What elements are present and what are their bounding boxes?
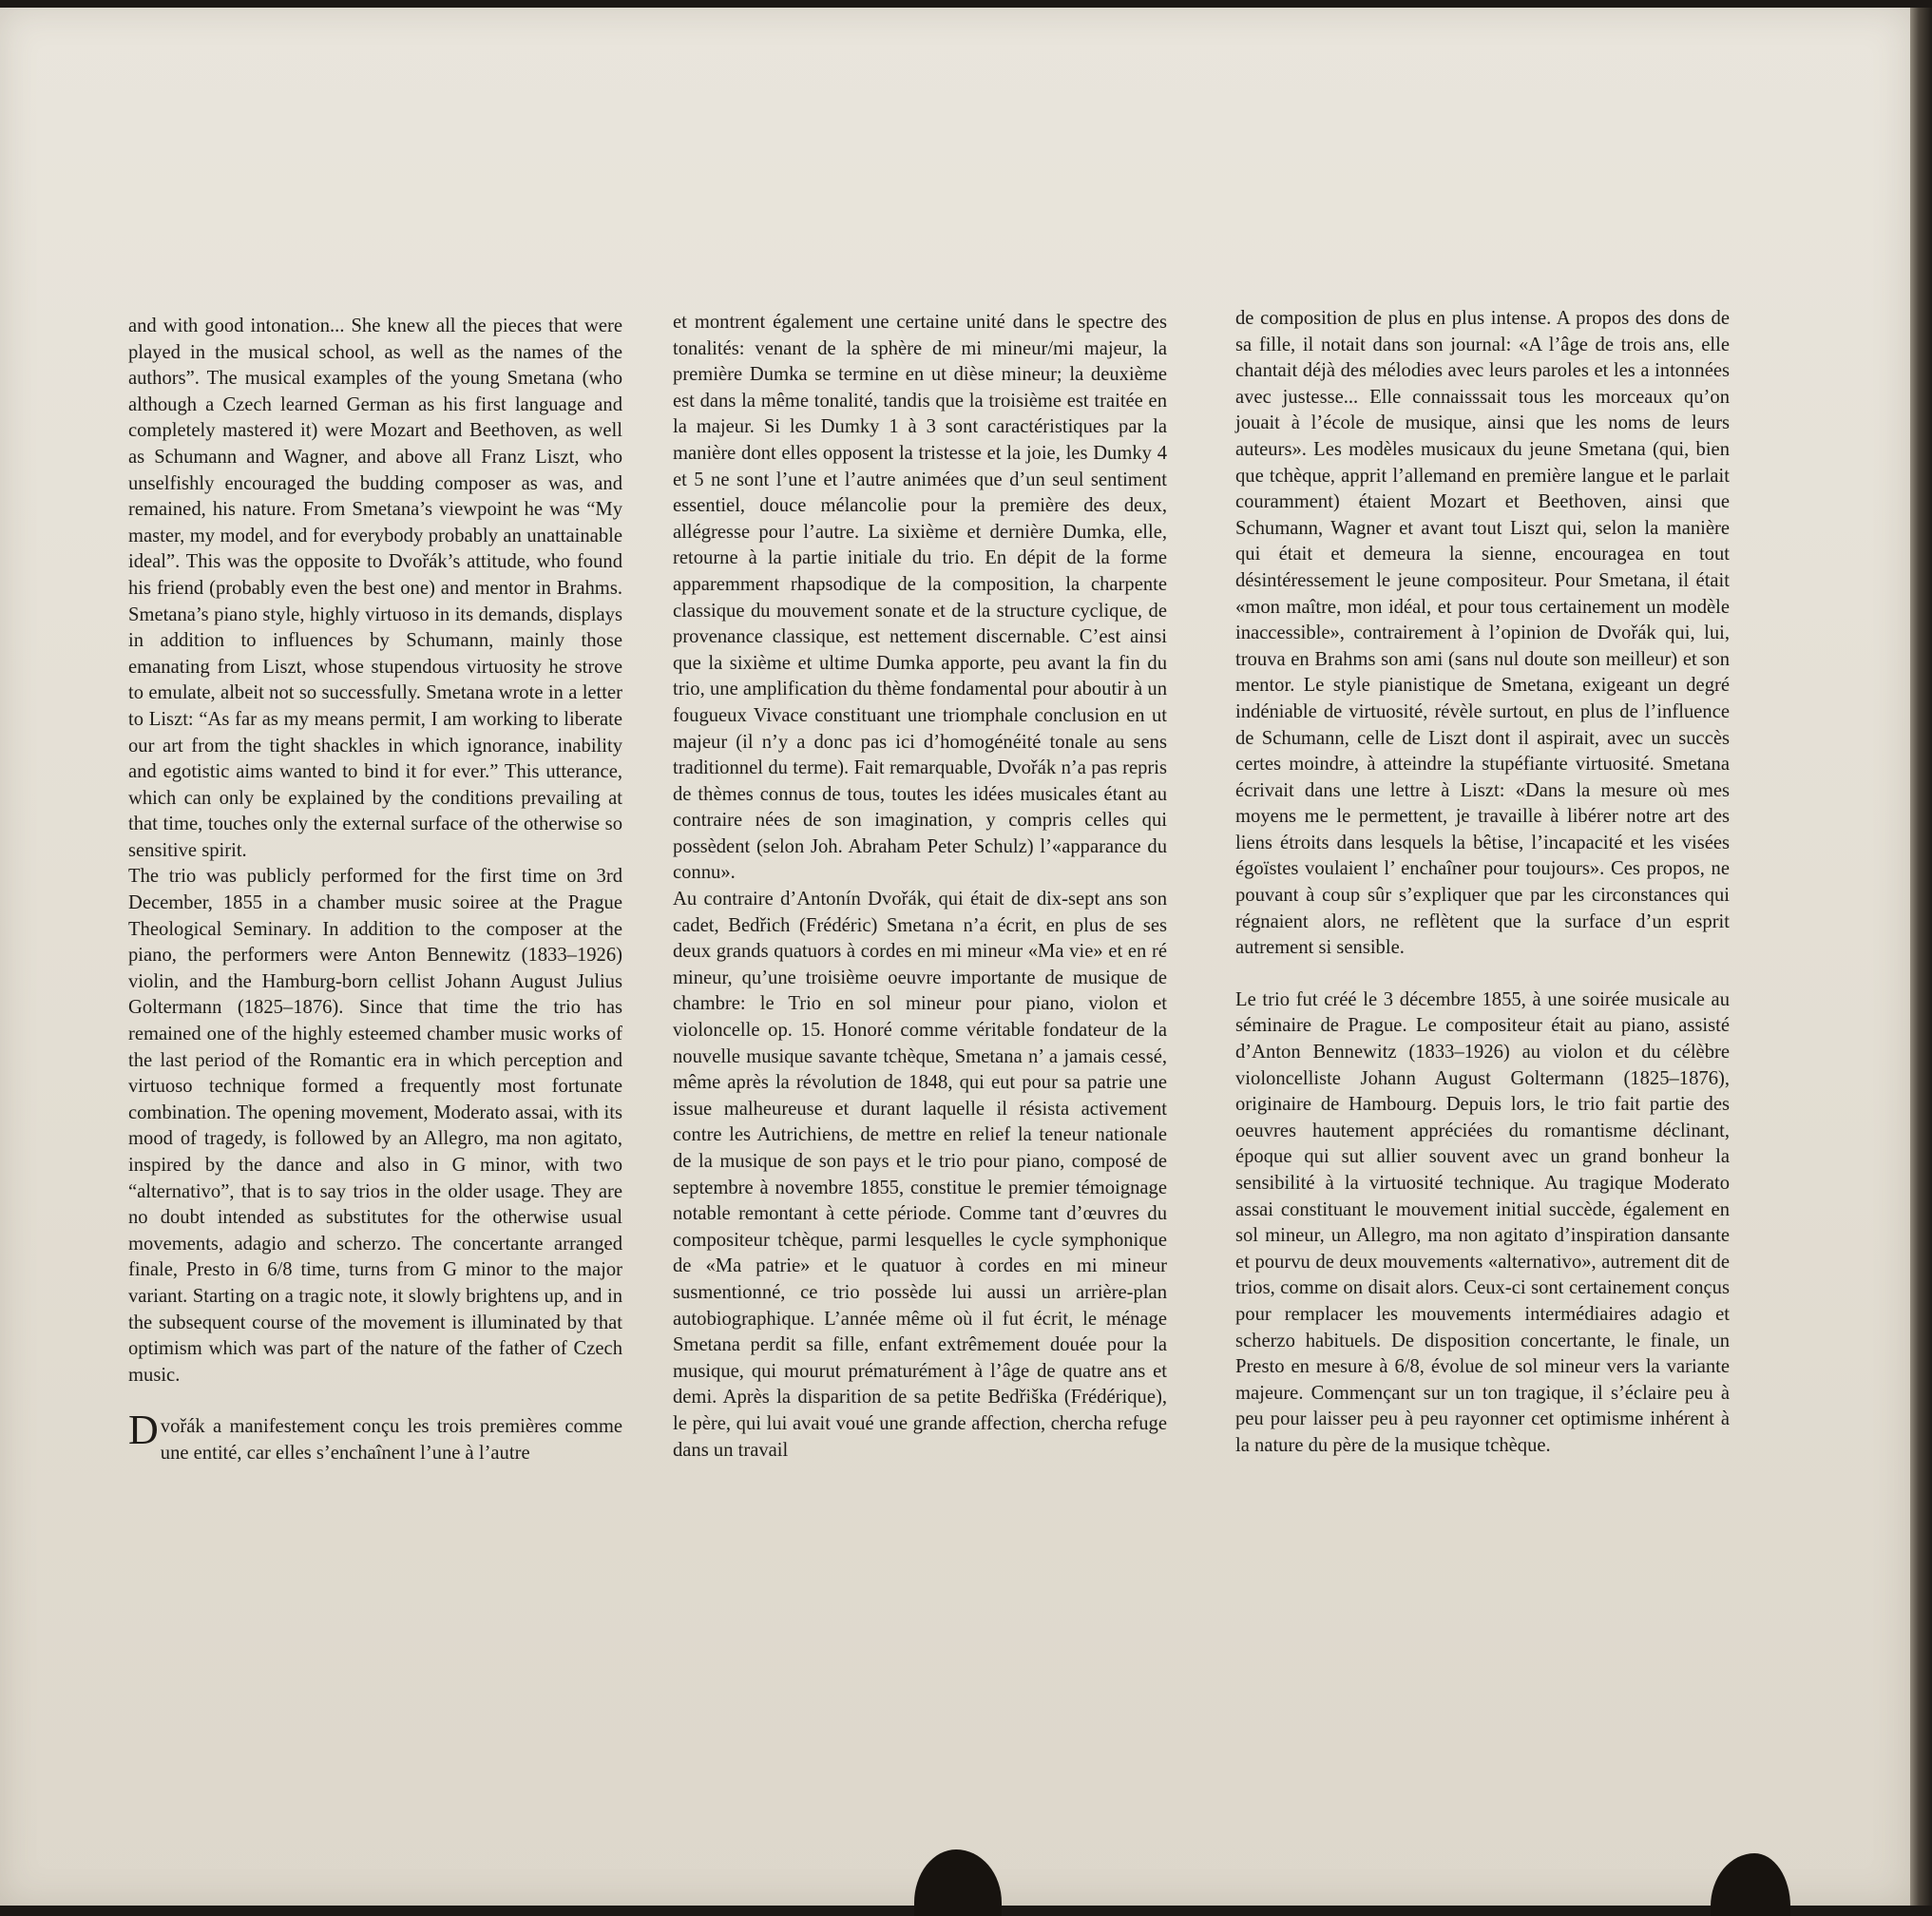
paragraph: Le trio fut créé le 3 décembre 1855, à une soirée musicale au séminaire de Prague. Le compositeur était au piano, assisté d’Anton Bennewitz (1833–1926) au violon et du célèbre violoncelliste Johann August Goltermann (1825–1876), originaire de Hambourg. Depuis lors, le trio fait partie des oeuvres hautement appréciées du romantisme déclinant, époque qui sut allier souvent avec un grand bonheur la sensibilité à la virtuosité technique. Au tragique Moderato assai constituant le mouvement initial succède, également en sol mineur, un Allegro, ma non agitato d’inspiration dansante et pourvu de deux mouvements «alternativo», autrement dit de trios, comme on disait alors. Ceux-ci sont certainement conçus pour remplacer les mouvements intermédiaires adagio et scherzo habituels. De disposition concertante, le finale, un Presto en mesure à 6/8, évolue de sol mineur vers la variante majeure. Commençant sur un ton tragique, il s’éclaire peu à peu pour laisser peu à peu rayonner cet optimisme inhérent à la nature du père de la musique tchèque. <box>1235 988 1730 1456</box>
paragraph: and with good intonation... She knew all the pieces that were played in the musical school, as well as the names of the authors”. The musical examples of the young Smetana (who although a Czech learned German as his first language and completely mastered it) were Mozart and Beethoven, as well as Schumann and Wagner, and above all Franz Liszt, who unselfishly encouraged the budding composer as was, and remained, his nature. From Smetana’s viewpoint he was “My master, my model, and for everybody probably an unattainable ideal”. This was the opposite to Dvořák’s attitude, who found his friend (probably even the best one) and mentor in Brahms. Smetana’s piano style, highly virtuoso in its demands, displays in addition to influences by Schumann, mainly those emanating from Liszt, whose stupendous virtuosity he strove to emulate, albeit not so successfully. Smetana wrote in a letter to Liszt: “As far as my means permit, I am working to liberate our art from the tight shackles in which ignorance, inability and egotistic aims wanted to bind it for ever.” This utterance, which can only be explained by the conditions prevailing at that time, touches only the external surface of the otherwise so sensitive spirit. <box>128 316 622 861</box>
paragraph: et montrent également une certaine unité dans le spectre des tonalités: venant de la sphère de mi mineur/mi majeur, la première Dumka se termine en ut dièse mineur; la deuxième est dans la même tonalité, tandis que la troisième est traitée en la majeur. Si les Dumky 1 à 3 sont caractéristiques par la manière dont elles opposent la tristesse et la joie, les Dumky 4 et 5 ne sont l’une et l’autre animées que d’un seul sentiment essentiel, douce mélancolie pour la première des deux, allégresse pour l’autre. La sixième et dernière Dumka, elle, retourne à la partie initiale du trio. En dépit de la forme apparemment rhapsodique de la composition, la charpente classique du mouvement sonate et de la structure cyclique, de provenance classique, est nettement discernable. C’est ainsi que la sixième et ultime Dumka apporte, peu avant la fin du trio, une amplification du thème fondamental pour aboutir à un fougueux Vivace constituant une triomphale conclusion en ut majeur (il n’y a donc pas ici d’homogénéité tonale au sens traditionnel du terme). Fait remarquable, Dvořák n’a pas repris de thèmes connus de tous, toutes les idées musicales étant au contraire nées de son imagination, y compris celles qui possèdent (selon Joh. Abraham Peter Schulz) l’«apparance du connu». <box>673 312 1167 884</box>
paragraph: Au contraire d’Antonín Dvořák, qui était de dix-sept ans son cadet, Bedřich (Frédéric) Smetana n’a écrit, en plus de ses deux grands quatuors à cordes en mi mineur «Ma vie» et en ré mineur, qu’une troisième oeuvre importante de musique de chambre: le Trio en sol mineur pour piano, violon et violoncelle op. 15. Honoré comme véritable fondateur de la nouvelle musique savante tchèque, Smetana n’ a jamais cessé, même après la révolution de 1848, qui eut pour sa patrie une issue malheureuse et durant laquelle il résista activement contre les Autrichiens, de mettre en relief la teneur nationale de la musique de son pays et le trio pour piano, composé de septembre à novembre 1855, constitue le premier témoignage notable remontant à cette période. Comme tant d’œuvres du compositeur tchèque, parmi lesquelles le cycle symphonique de «Ma patrie» et le quatuor à cordes en mi mineur susmentionné, ce trio possède lui aussi un arrière-plan autobiographique. L’année même où il fut écrit, le ménage Smetana perdit sa fille, enfant extrêmement douée pour la musique, qui mourut prématurément à l’âge de quatre ans et demi. Après la disparition de sa petite Bedřiška (Frédérique), le père, qui lui avait voué une grande affection, chercha refuge dans un travail <box>673 889 1167 1461</box>
text-column-english <box>128 314 622 1467</box>
paragraph-text: vořák a manifestement conçu les trois premières comme une entité, car elles s’enchaînent l’une à l’autre <box>160 1416 622 1464</box>
page-edge-shadow <box>1910 8 1932 1906</box>
liner-notes-page <box>0 8 1910 1906</box>
text-column-french-2 <box>1235 306 1730 1460</box>
paragraph: de composition de plus en plus intense. A propos des dons de sa fille, il notait dans son journal: «A l’âge de trois ans, elle chantait déjà des mélodies avec leurs paroles et les a intonnées avec justesse... Elle connaisssait tous les morceaux qu’on jouait à l’école de musique, ainsi que les noms de leurs auteurs». Les modèles musicaux du jeune Smetana (qui, bien que tchèque, apprit l’allemand en première langue et le parlait couramment) étaient Mozart et Beethoven, ainsi que Schumann, Wagner et avant tout Liszt qui, selon la manière qui était et demeura la sienne, encouragea en tout désintéressement le jeune compositeur. Pour Smetana, il était «mon maître, mon idéal, et pour tous certainement un modèle inaccessible», contrairement à l’opinion de Dvořák qui, lui, trouva en Brahms son ami (sans nul doute son meilleur) et son mentor. Le style pianistique de Smetana, exigeant un degré indéniable de virtuosité, révèle surtout, en plus de l’influence de Schumann, celle de Liszt dont il aspirait, avec un succès certes moindre, à atteindre la stupéfiante virtuosité. Smetana écrivait dans une lettre à Liszt: «Dans la mesure où mes moyens me le permettent, je travaille à libérer notre art des liens étroits dans lesquels la bêtise, l’incapacité et les visées égoïstes voulaient l’ enchaîner pour toujours». Ces propos, ne pouvant à coup sûr s’expliquer que par les circonstances qui régnaient alors, ne reflètent que la surface d’un esprit autrement si sensible. <box>1235 308 1730 959</box>
text-column-french-1 <box>673 310 1167 1464</box>
paragraph: The trio was publicly performed for the first time on 3rd December, 1855 in a chamber music soiree at the Prague Theological Seminary. In addition to the composer at the piano, the performers were Anton Bennewitz (1833–1926) violin, and the Hamburg-born cellist Johann August Julius Goltermann (1825–1876). Since that time the trio has remained one of the highly esteemed chamber music works of the last period of the Romantic era in which perception and virtuoso technique formed a frequently most fortunate combination. The opening movement, Moderato assai, with its mood of tragedy, is followed by an Allegro, ma non agitato, inspired by the dance and also in G minor, with two “alternativo”, that is to say trios in the older usage. They are no doubt intended as substitutes for the otherwise usual movements, adagio and scherzo. The concertante arranged finale, Presto in 6/8 time, turns from G minor to the major variant. Starting on a tragic note, it slowly brightens up, and in the subsequent course of the movement is illuminated by that optimism which was part of the nature of the father of Czech music. <box>128 866 622 1386</box>
drop-cap: D <box>128 1407 159 1454</box>
paragraph-french-intro <box>128 1407 622 1466</box>
